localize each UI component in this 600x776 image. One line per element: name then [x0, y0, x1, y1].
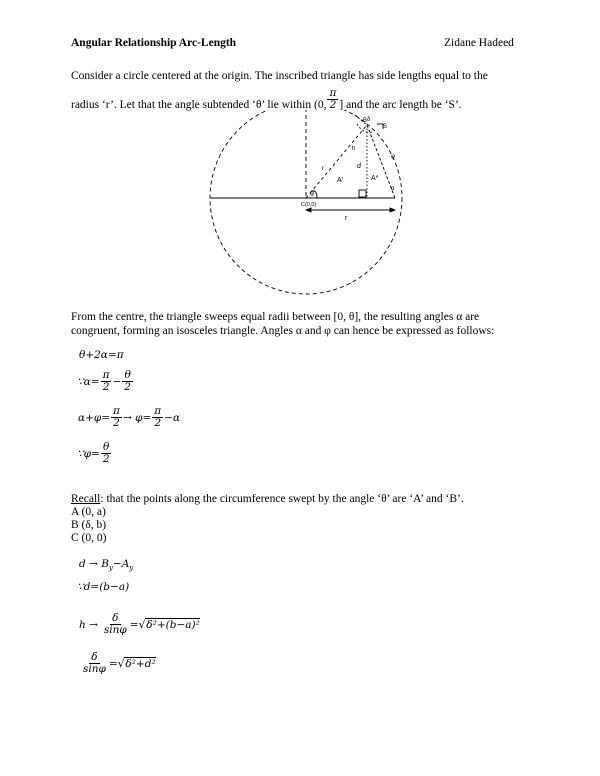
delta-label: δ: [367, 117, 371, 123]
eq2-mid: −: [112, 375, 122, 388]
eq-d1: d → B: [79, 558, 109, 570]
r-side-label: r: [322, 166, 324, 172]
theta-label: θ: [310, 191, 314, 198]
intro-line-2: [71, 88, 462, 111]
sqrt-sign: √: [138, 618, 146, 631]
eq3-f2-num: π: [154, 405, 162, 417]
b-label: B: [363, 118, 368, 124]
point-a: A (0, a): [71, 506, 106, 518]
eq2-frac-1: [101, 370, 112, 393]
phi-label: φ: [391, 154, 395, 160]
sqrt-sign-2: √: [117, 657, 125, 670]
eq2-f2-den: 2: [124, 381, 131, 394]
eq-phi: [77, 442, 113, 465]
eq3-frac-1: [111, 406, 122, 429]
alpha-label: α: [391, 186, 395, 192]
triangle-side-cb: [306, 125, 367, 198]
eq2-lhs: ∵α=: [77, 375, 100, 388]
eq2-f2-num: θ: [124, 369, 131, 381]
eq-d1-sub2: y: [129, 564, 134, 573]
eq-h: [79, 613, 200, 636]
intro-frac-den: 2: [329, 99, 337, 112]
eq-alpha-phi: [78, 406, 180, 429]
a-star-label: A*: [371, 175, 379, 182]
eq4-f-num: θ: [103, 441, 110, 453]
circle-diagram: [205, 110, 415, 302]
eq4-frac: [101, 442, 112, 465]
recall-text: : that the points along the circumference swept by the angle ‘θ’ are ‘A’ and ‘B’.: [100, 493, 464, 505]
eq-h-frac: [102, 613, 129, 636]
c-label: C(0,0): [301, 202, 317, 208]
body-line-2: congruent, forming an isosceles triangle. Angles α and φ can hence be expressed as follows:: [71, 325, 495, 337]
eq-h-lhs: h →: [79, 618, 98, 631]
eq3-f1-num: π: [113, 405, 120, 417]
recall-word: Recall: [71, 493, 101, 505]
eq3-f1-den: 2: [113, 417, 120, 430]
document-title: Angular Relationship Arc-Length: [71, 37, 237, 49]
eq2-frac-2: [122, 370, 133, 393]
eq-last-num: δ: [91, 651, 98, 663]
r-label: r: [345, 215, 348, 222]
eq-d-def: [79, 558, 133, 572]
angle-arc-b: [357, 124, 373, 132]
author-name: Zidane Hadeed: [444, 37, 514, 49]
intro-frac-num: π: [329, 87, 337, 99]
eq-last: [80, 652, 156, 675]
eq-d1-mid: −A: [112, 558, 130, 570]
r-arrow-left: [306, 208, 311, 212]
d-label: d: [357, 163, 361, 170]
eq-h-den: sinφ: [103, 624, 127, 637]
point-b: B (δ, b): [71, 519, 107, 531]
body-line-1: From the centre, the triangle sweeps equal radii between [0, θ], the resulting angles α are: [71, 311, 480, 323]
eq-last-frac: [81, 652, 108, 675]
eq3-f2-den: 2: [154, 417, 162, 430]
eq-h-eq: =: [129, 618, 139, 631]
eq2-f1-num: π: [102, 369, 110, 381]
eq-last-den: sinφ: [83, 663, 106, 676]
right-angle-mark: [359, 190, 366, 197]
s-label: S: [383, 124, 388, 130]
eq-last-rad: δ²+d²: [125, 658, 156, 671]
eq4-f-den: 2: [102, 453, 110, 466]
eq-h-num: δ: [112, 612, 119, 624]
intro-line-1: Consider a circle centered at the origin. The inscribed triangle has side lengths equal to the: [71, 70, 488, 82]
eq-theta-alpha: θ+2α=π: [79, 349, 124, 361]
h-label: h: [352, 146, 356, 152]
r-arrow-right: [390, 208, 395, 212]
eq-d1-sub1: y: [108, 564, 113, 573]
eq-alpha: [77, 370, 134, 393]
a-prime-label: A': [337, 177, 344, 184]
eq-h-rad: δ²+(b−a)²: [146, 619, 200, 632]
eq4-lhs: ∵φ=: [77, 447, 100, 460]
eq3-mid: → φ=: [122, 411, 152, 424]
eq-d-value: ∵d=(b−a): [77, 581, 130, 593]
eq3-tail: −α: [164, 411, 181, 424]
eq3-frac-2: [152, 406, 163, 429]
intro-line-2b: ] and the arc length be ‘S’.: [339, 98, 462, 111]
eq2-f1-den: 2: [102, 381, 110, 394]
recall-line: [71, 493, 464, 505]
intro-fraction: [327, 88, 338, 111]
eq-last-eq: =: [108, 657, 118, 670]
eq3-lhs: α+φ=: [78, 411, 111, 424]
point-c: C (0, 0): [71, 532, 107, 544]
intro-line-2a: radius ‘r’. Let that the angle subtended ‘θ’ lie within (0,: [71, 98, 327, 111]
